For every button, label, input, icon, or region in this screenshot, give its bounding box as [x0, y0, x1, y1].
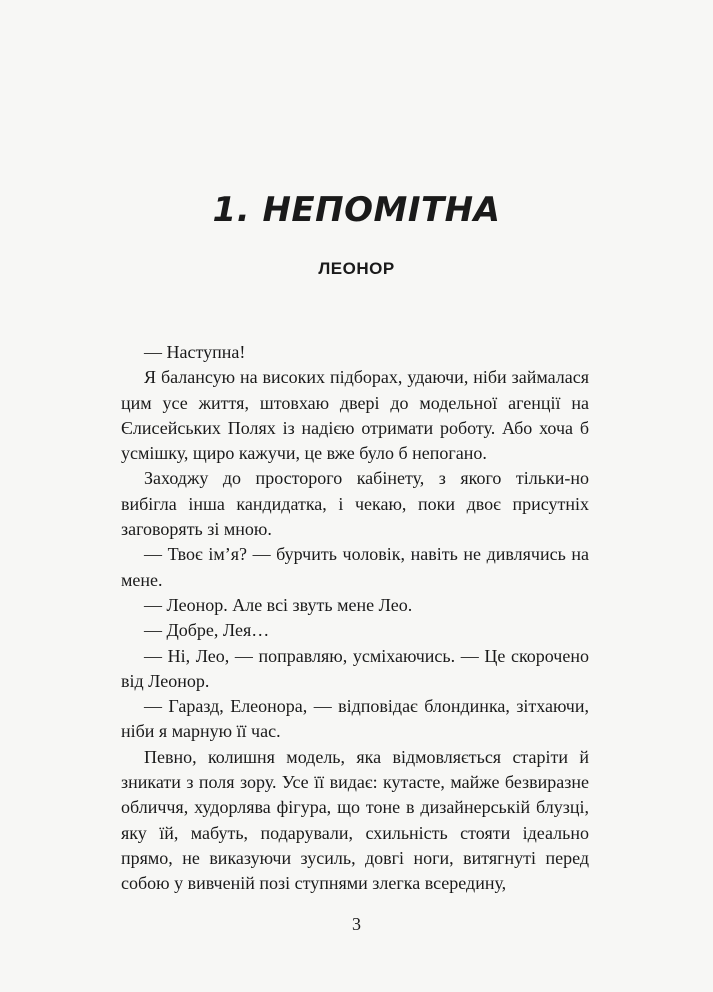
chapter-title: 1. НЕПОМІТНА: [212, 190, 501, 230]
paragraph: Я балансую на високих підборах, удаючи, ніби займалася цим усе життя, штовхаю двері до модельної агенції на Єлисейських Полях із надією отримати роботу. Або хоча б усмішку, щиро кажучи, це вже було б непогано.: [121, 367, 589, 464]
page-number: 3: [352, 914, 361, 934]
paragraph: Заходжу до просторого кабінету, з якого тільки-но вибігла інша кандидатка, і чекаю, поки двоє присутніх заговорять зі мною.: [121, 468, 589, 540]
paragraph: — Твоє ім’я? — бурчить чоловік, навіть не дивлячись на мене.: [121, 544, 589, 590]
chapter-subtitle: ЛЕОНОР: [318, 259, 395, 278]
paragraph: — Леонор. Але всі звуть мене Лео.: [144, 594, 413, 615]
paragraph: — Гаразд, Елеонора, — відповідає блондинка, зітхаючи, ніби я марную її час.: [121, 696, 589, 742]
body-text: [121, 340, 589, 897]
paragraph: — Ні, Лео, — поправляю, усміхаючись. — Це скорочено від Леонор.: [121, 645, 589, 691]
paragraph: Певно, колишня модель, яка відмовляється старіти й зникати з поля зору. Усе її видає: кутасте, майже безвиразне обличчя, худорлява фігура, що тоне в дизайнерській блузці, яку їй, мабуть, подарували, схильність стояти ідеально прямо, не виказуючи зусиль, довгі ноги, витягнуті перед собою у вивченій позі ступнями злегка всередину,: [121, 746, 589, 894]
paragraph: — Наступна!: [144, 342, 246, 362]
paragraph: — Добре, Лея…: [144, 620, 270, 641]
